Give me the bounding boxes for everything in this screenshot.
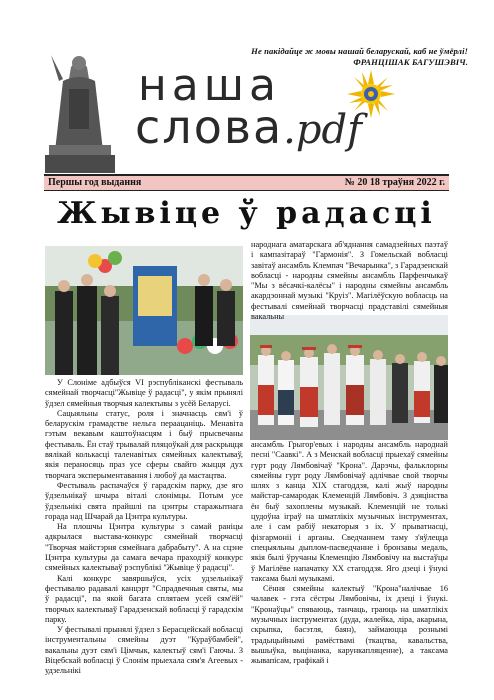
article-column-right-top [251,240,448,322]
paragraph: Калі конкурс завяршыўся, усіх удзельнікаў фестывалю радавалі канцэрт "Спрадвечныя святы, мы ў радасці", па якой багата сплятаем усей сям'ёй" творчых калектываў Гарадзенскай вобласці ў гарадскім парку. [45,573,243,624]
paragraph: Сацыяльны статус, роля і значнасць сям'і ў беларускім грамадстве нельга пераацаніць. Менавіта гэтым векавым каштоўнасцям і быў прысвечаны фестываль. Ён стаў трывалай пляцоўкай для раскрыцця вялікай колькасці таленавітых сямейных калектываў, якія пераносяць праз усе сферы свайго жыцця дух творчага эксперыментавання і любоў да мастацтва. [45,408,243,480]
paragraph: Сёння сямейны калектыў "Крона"налічвае 16 чалавек - гэта сёстры Лямбовічы, іх дзеці і ўнукі. "Кронаўцы" спяваюць, танчаць, граюць на шматлікіх музычных інструментах (дуда, жалейка, ліра, акарына, скрыпка, басэтля, баян), займаюцца рознымі традыцыйнымі рамёствамі (ткацтва, кавальства, вышыўка, выцінанка, карункапляценне), а таксама жывапісам, графікай і [251,584,448,666]
article-column-right-bottom [251,440,448,667]
paragraph: Фестываль распачаўся ў гарадскім парку, дзе яго ўдзельнікаў шчыра віталі слонімцы. Потым усе ўдзельнікі свята прайшлі па цэнтры старажытнага горада над Шчарай да Цэнтра культуры. [45,480,243,521]
paragraph: На плошчы Цэнтра культуры з самай раніцы адкрылася выстава-конкурс сямейнай творчасці "Творчая майстэрня сямейнага дабрабыту". А на сцэне Цэнтра культуры да самага вечара праходзіў конкурс сямейных калектываў рэспублікі "Жывіце ў радасці". [45,522,243,573]
issue-year: Першы год выдання [48,177,142,188]
paragraph: У Слоніме адбыўся VI рэспубліканскі фестываль сямейнай творчасці"Жывіце ў радасці", у якім прынялі ўдзел сямейныя творчыя калектывы з усёй Беларусі. [45,378,243,408]
logo-word-nasha: наша [138,60,281,111]
logo-pdf-suffix: .pdf [283,107,362,153]
logo-word-slova [135,100,362,154]
festival-parade-photo [250,315,448,440]
festival-family-photo [45,246,243,375]
issue-number-date: № 20 18 траўня 2022 г. [344,177,445,188]
statue-illustration [41,45,119,173]
article-column-left [45,378,243,677]
logo-slova-text: слова [135,100,284,154]
paragraph: ансамбль Грыгор'евых і народны ансамбль народнай песні "Саавкі". А з Менскай вобласці прыехаў сямейны гурт роду Лямбовічаў "Крона". Дарэчы, фальклорны сямейны гурт роду Лямбовічаў адлічвае свой творчы шлях з канца XIX стагоддзя, калі жыў народны майстар-самародак Клеменцій Лямбовіч. З дзяцінства ён быў захоплены музыкай. Клеменцій не толькі цудоўна іграў на шматлікіх музычных інструментах, але і сам рабіў некаторыя з іх. У прыватнасці, фізгармоніі і арганы. Сведчаннем таму з'яўлецца спецыяльны дыплом-пасведчанне і бронзавы медаль, якія былі ўручаны Клеменцію Лямбовічу на выстаўцы ў Магілёве напачатку XX стагоддзя. Яго дзеці і ўнукі таксама былі музыкамі. [251,440,448,583]
motto-author: ФРАНЦІШАК БАГУШЭВІЧ. [353,57,468,67]
motto-text: Не пакідайце ж мовы нашай беларускай, каб не ўмёрлі! [251,46,468,56]
issue-bar [44,174,449,191]
paragraph: народнага аматарскага аб'яднання самадзейных паэтаў і кампазітараў "Гармонія". З Гомельскай вобласці завітаў ансамбль Клемпач "Вечарынка", з Гарадзенскай вобласці - народны сямейны ансамбль Парфенчыкаў "Мы з вёсачкі-калёсы" і народны сямейны ансамбль акардэоннай музыкі "Круіз". Магілёўскую вобласць на фестывалі сямейнай творчасці прадставілі сямейныя вакальны [251,240,448,322]
article-headline: Жывіце ў радасці [57,196,436,231]
paragraph: У фестывалі прынялі ўдзел з Берасцейскай вобласці інструментальны сямейны дуэт "Кураўбамбей", вакальны дуэт сям'і Цімчык, калектыў сям'і Гаючы. З Віцебскай вобласці ў Слонім прыехала сям'я Агеевых - удзельнікі [45,625,243,676]
